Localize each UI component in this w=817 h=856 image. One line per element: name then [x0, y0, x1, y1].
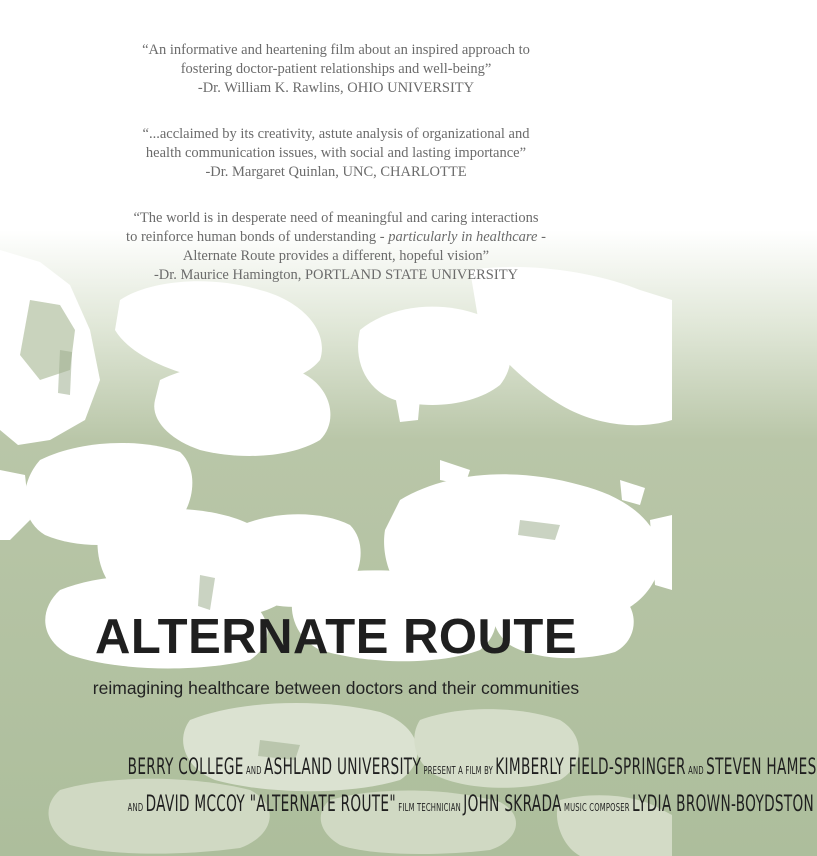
credit-connector: AND — [685, 764, 707, 777]
credits-line-1 — [127, 755, 817, 780]
quote-text-italic: particularly in healthcare — [388, 229, 538, 245]
poster-subtitle: reimagining healthcare between doctors and their communities — [92, 678, 580, 698]
quote-text-line: “The world is in desperate need of meaningful and caring interactions — [133, 210, 539, 226]
quote-text-segment: to reinforce human bonds of understanding - — [126, 229, 389, 245]
poster-title: ALTERNATE ROUTE — [94, 610, 578, 664]
quote-block-rawlins — [40, 41, 632, 98]
quote-text-line: Alternate Route provides a different, hopeful vision” — [182, 248, 490, 264]
credit-segment: DAVID MCCOY "ALTERNATE ROUTE" — [145, 792, 396, 817]
credit-connector: AND — [127, 801, 146, 814]
quote-block-hamington — [40, 209, 632, 285]
credit-connector: AND — [243, 764, 264, 777]
quote-attribution: -Dr. Maurice Hamington, PORTLAND STATE UNIVERSITY — [153, 267, 519, 283]
quote-attribution: -Dr. Margaret Quinlan, UNC, CHARLOTTE — [205, 164, 467, 180]
credit-segment: LYDIA BROWN-BOYDSTON — [631, 792, 815, 817]
quote-text-line: fostering doctor-patient relationships and well-being” — [180, 61, 492, 77]
credit-connector: FILM TECHNICIAN — [395, 801, 464, 814]
credit-connector: MUSIC COMPOSER — [561, 801, 632, 814]
quote-text-line: “An informative and heartening film about an inspired approach to — [142, 42, 530, 58]
credits-line-2 — [127, 792, 815, 817]
quote-text-segment: - — [537, 229, 546, 245]
credit-segment: KIMBERLY FIELD-SPRINGER — [495, 755, 686, 780]
credit-segment: ASHLAND UNIVERSITY — [263, 755, 422, 780]
quote-attribution: -Dr. William K. Rawlins, OHIO UNIVERSITY — [197, 80, 475, 96]
credit-segment: STEVEN HAMES — [706, 755, 817, 780]
quote-block-quinlan — [40, 125, 632, 182]
quote-text-line: health communication issues, with social and lasting importance” — [145, 145, 527, 161]
credit-connector: PRESENT A FILM BY — [421, 764, 496, 777]
credit-segment: JOHN SKRADA — [463, 792, 562, 817]
credit-segment: BERRY COLLEGE — [127, 755, 244, 780]
quote-text-line: “...acclaimed by its creativity, astute analysis of organizational and — [142, 126, 530, 142]
quote-text-line-mixed — [40, 228, 632, 247]
